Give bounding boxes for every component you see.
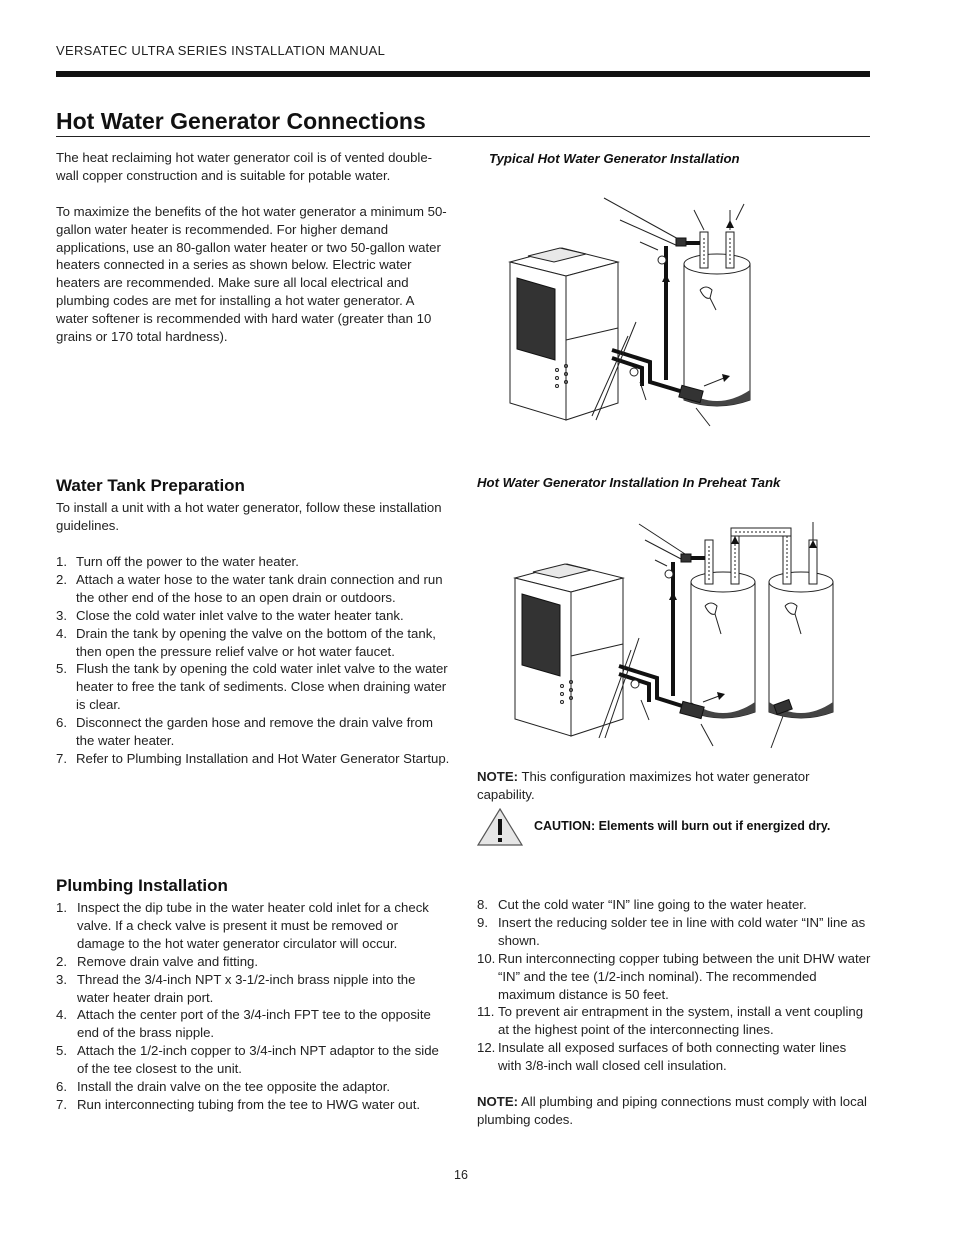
water-tank-heading: Water Tank Preparation [56,476,245,495]
list-item: 9. Insert the reducing solder tee in line with cold water “IN” line as shown. [477,914,866,948]
list-item: 2. Remove drain valve and fitting. [56,953,259,969]
note-text: All plumbing and piping connections must comply with local plumbing codes. [477,1094,867,1127]
preheat-note [477,768,817,804]
note-text: This configuration maximizes hot water generator capability. [477,769,810,802]
list-item: 1. Turn off the power to the water heater. [56,554,299,569]
note-label: NOTE: [477,769,519,784]
manual-header-title: VERSATEC ULTRA SERIES INSTALLATION MANUAL [56,43,386,58]
list-item: 6. Disconnect the garden hose and remove the drain valve from the water heater. [56,715,433,749]
typical-installation-illustration [500,190,770,435]
list-item: 12. Insulate all exposed surfaces of both connecting water lines with 3/8-inch wall closed cell insulation. [477,1040,847,1074]
caution-text: CAUTION: Elements will burn out if energized dry. [534,819,831,833]
plumbing-note [477,1093,869,1129]
list-item: 3. Close the cold water inlet valve to the water heater tank. [56,607,404,623]
list-item: 6. Install the drain valve on the tee opposite the adaptor. [56,1079,391,1095]
intro-paragraph-2: To maximize the benefits of the hot water generator a minimum 50-gallon water heater is recommended. For higher demand applications, use an 80-gallon water heater or two 50-gallon water heaters connected in a series as shown below. Electric water heaters are recommended. Make sure all local electrical and plumbing codes are met for installing a hot water generator. A water softener is recommended with hard water (greater than 10 grains or 170 total hardness). [56,203,447,345]
list-item: 8. Cut the cold water “IN” line going to the water heater. [477,897,807,912]
figure-preheat-caption: Hot Water Generator Installation In Preheat Tank [477,475,781,490]
water-tank-steps [56,553,454,768]
preheat-installation-illustration [505,520,850,750]
list-item: 10. Run interconnecting copper tubing between the unit DHW water “IN” and the tee (1/2-inch nominal). The recommended maximum distance is 50 feet. [477,950,871,1002]
list-item: 4. Attach the center port of the 3/4-inch FPT tee to the opposite end of the brass nipple. [56,1007,431,1041]
warning-triangle-icon [476,807,524,847]
intro-text [56,149,448,364]
list-item: 5. Flush the tank by opening the cold water inlet valve to the water heater to free the tank of sediments. Close when draining water is clear. [56,661,448,713]
list-item: 11. To prevent air entrapment in the system, install a vent coupling at the highest point of the interconnecting lines. [477,1004,864,1038]
intro-paragraph-1: The heat reclaiming hot water generator coil is of vented double-wall copper construction and is suitable for potable water. [56,150,433,183]
figure-typical-caption: Typical Hot Water Generator Installation [489,151,740,166]
plumbing-steps-right [477,896,873,1075]
header-rule [56,71,870,77]
list-item: 3. Thread the 3/4-inch NPT x 3-1/2-inch brass nipple into the water heater drain port. [56,971,416,1005]
list-item: 7. Run interconnecting tubing from the tee to HWG water out. [56,1096,421,1112]
title-rule [56,136,870,137]
plumbing-steps-left [56,899,446,1114]
list-item: 2. Attach a water hose to the water tank drain connection and run the other end of the hose to an open drain or outdoors. [56,571,443,605]
list-item: 7. Refer to Plumbing Installation and Hot Water Generator Startup. [56,750,450,766]
note-label: NOTE: [477,1094,519,1109]
water-tank-intro: To install a unit with a hot water generator, follow these installation guidelines. [56,500,442,533]
page-title: Hot Water Generator Connections [56,108,426,134]
list-item: 4. Drain the tank by opening the valve on the bottom of the tank, then open the pressure relief valve or hot water faucet. [56,625,436,659]
list-item: 5. Attach the 1/2-inch copper to 3/4-inch NPT adaptor to the side of the tee closest to the unit. [56,1043,439,1077]
page-number: 16 [454,1168,468,1182]
plumbing-heading: Plumbing Installation [56,876,228,895]
list-item: 1. Inspect the dip tube in the water heater cold inlet for a check valve. If a check valve is present it must be removed or damage to the hot water generator circulator will occur. [56,900,429,951]
